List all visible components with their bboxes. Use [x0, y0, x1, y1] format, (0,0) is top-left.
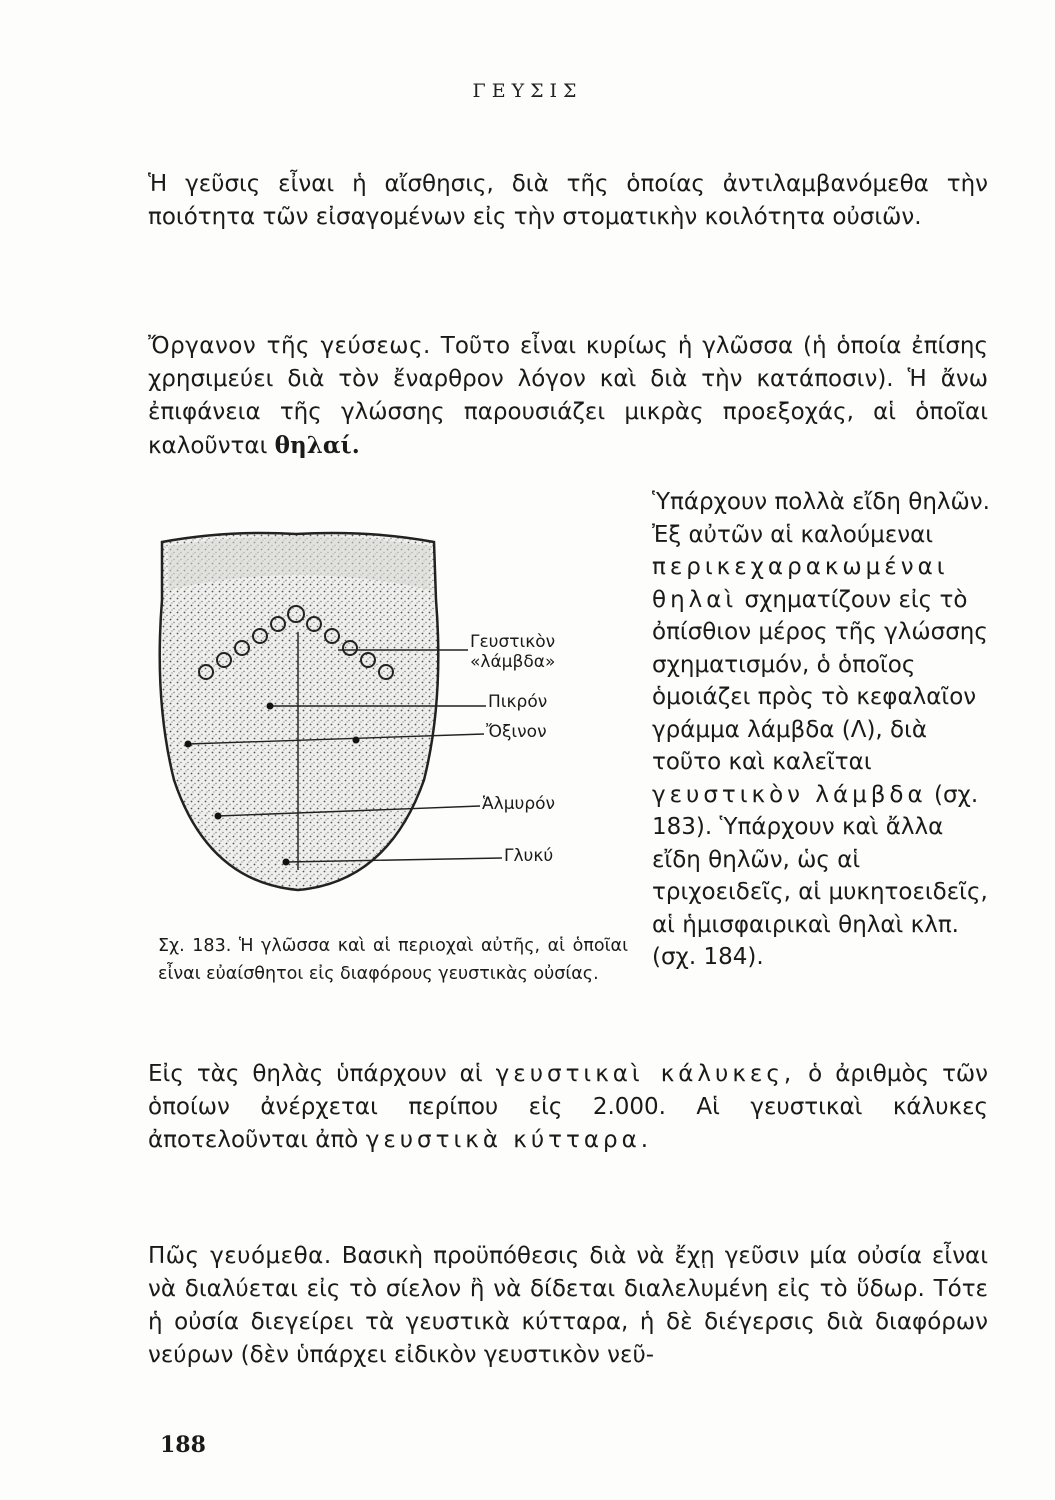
- term-papillae: θηλαί.: [274, 432, 360, 459]
- section-heading-how-we-taste: Πῶς γευόμεθα.: [148, 1243, 332, 1269]
- label-gustatory-lambda-line1: Γευστικὸν: [470, 632, 556, 652]
- label-sweet: Γλυκύ: [504, 846, 554, 866]
- label-sour: Ὄξινον: [486, 722, 547, 742]
- paragraph-taste-buds: [148, 1058, 988, 1157]
- paragraph-organ: [148, 330, 988, 463]
- paragraph-how-we-taste: [148, 1240, 988, 1372]
- label-gustatory-lambda-line2: «λάμβδα»: [470, 652, 556, 672]
- term-taste-buds: γευστικαὶ κάλυκες,: [495, 1061, 796, 1087]
- term-taste-cells: γευστικὰ κύτταρα.: [365, 1127, 653, 1153]
- label-bitter: Πικρόν: [488, 692, 548, 712]
- figure-caption: Σχ. 183. Ἡ γλῶσσα καὶ αἱ περιοχαὶ αὐτῆς, αἱ ὁποῖαι εἶναι εὐαίσθητοι εἰς διαφόρους γευστικὰς οὐσίας.: [158, 936, 628, 984]
- paragraph-papillae-types: [652, 486, 990, 974]
- term-gustatory-lambda: γευστικὸν λάμβδα: [652, 781, 927, 808]
- term-circumvallate: περικεχαρακωμέναι θηλαὶ: [652, 554, 949, 613]
- paragraph-papillae-text-b: σχηματίζουν εἰς τὸ ὀπίσθιον μέρος τῆς γλώσσης σχηματισμόν, ὁ ὁποῖος ὁμοιάζει πρὸς τὸ κεφαλαῖον γράμμα λάμβδα (Λ), διὰ τοῦτο καὶ καλεῖται: [652, 586, 988, 775]
- paragraph-organ-text: Τοῦτο εἶναι κυρίως ἡ γλῶσσα (ἡ ὁποία ἐπίσης χρησιμεύει διὰ τὸν ἔναρθρον λόγον καὶ διὰ τὴν κατάποσιν). Ἡ ἄνω ἐπιφάνεια τῆς γλώσσης παρουσιάζει μικρὰς προεξοχάς, αἱ ὁποῖαι καλοῦνται: [148, 333, 988, 459]
- paragraph-taste-buds-text-a: Εἰς τὰς θηλὰς ὑπάρχουν αἱ: [148, 1061, 483, 1087]
- paragraph-taste-buds-text-b: ὁ ἀριθμὸς τῶν ὁποίων ἀνέρχεται περίπου εἰς 2.000. Αἱ γευστικαὶ κάλυκες ἀποτελοῦνται ἀπὸ: [148, 1061, 989, 1153]
- paragraph-papillae-text-c: (σχ. 183). Ὑπάρχουν καὶ ἄλλα εἴδη θηλῶν, ὡς αἱ τριχοειδεῖς, αἱ μυκητοειδεῖς, αἱ ἡμισφαιρικαὶ θηλαὶ κλπ. (σχ. 184).: [652, 781, 988, 970]
- tongue-figure: [148, 520, 608, 900]
- paragraph-definition-text: Ἡ γεῦσις εἶναι ἡ αἴσθησις, διὰ τῆς ὁποίας ἀντιλαμβανόμεθα τὴν ποιότητα τῶν εἰσαγομένων εἰς τὴν στοματικὴν κοιλότητα οὐσιῶν.: [148, 171, 988, 230]
- section-heading-organ: Ὄργανον τῆς γεύσεως.: [148, 333, 431, 359]
- paragraph-how-we-taste-text: Βασικὴ προϋπόθεσις διὰ νὰ ἔχῃ γεῦσιν μία οὐσία εἶναι νὰ διαλύεται εἰς τὸ σίελον ἢ νὰ δίδεται διαλελυμένη εἰς τὸ ὕδωρ. Τότε ἡ οὐσία διεγείρει τὰ γευστικὰ κύτταρα, ἡ δὲ διέγερσις διὰ διαφόρων νεύρων (δὲν ὑπάρχει εἰδικὸν γευστικὸν νεῦ-: [148, 1243, 988, 1368]
- tongue-outline: [160, 533, 439, 890]
- paragraph-papillae-text-a: Ὑπάρχουν πολλὰ εἴδη θηλῶν. Ἐξ αὐτῶν αἱ καλούμεναι: [652, 489, 990, 548]
- paragraph-definition: [148, 168, 988, 234]
- label-gustatory-lambda: [470, 632, 555, 672]
- page-number: 188: [160, 1432, 206, 1458]
- running-head: ΓΕΥΣΙΣ: [472, 80, 583, 102]
- label-salty: Ἁλμυρόν: [482, 794, 556, 814]
